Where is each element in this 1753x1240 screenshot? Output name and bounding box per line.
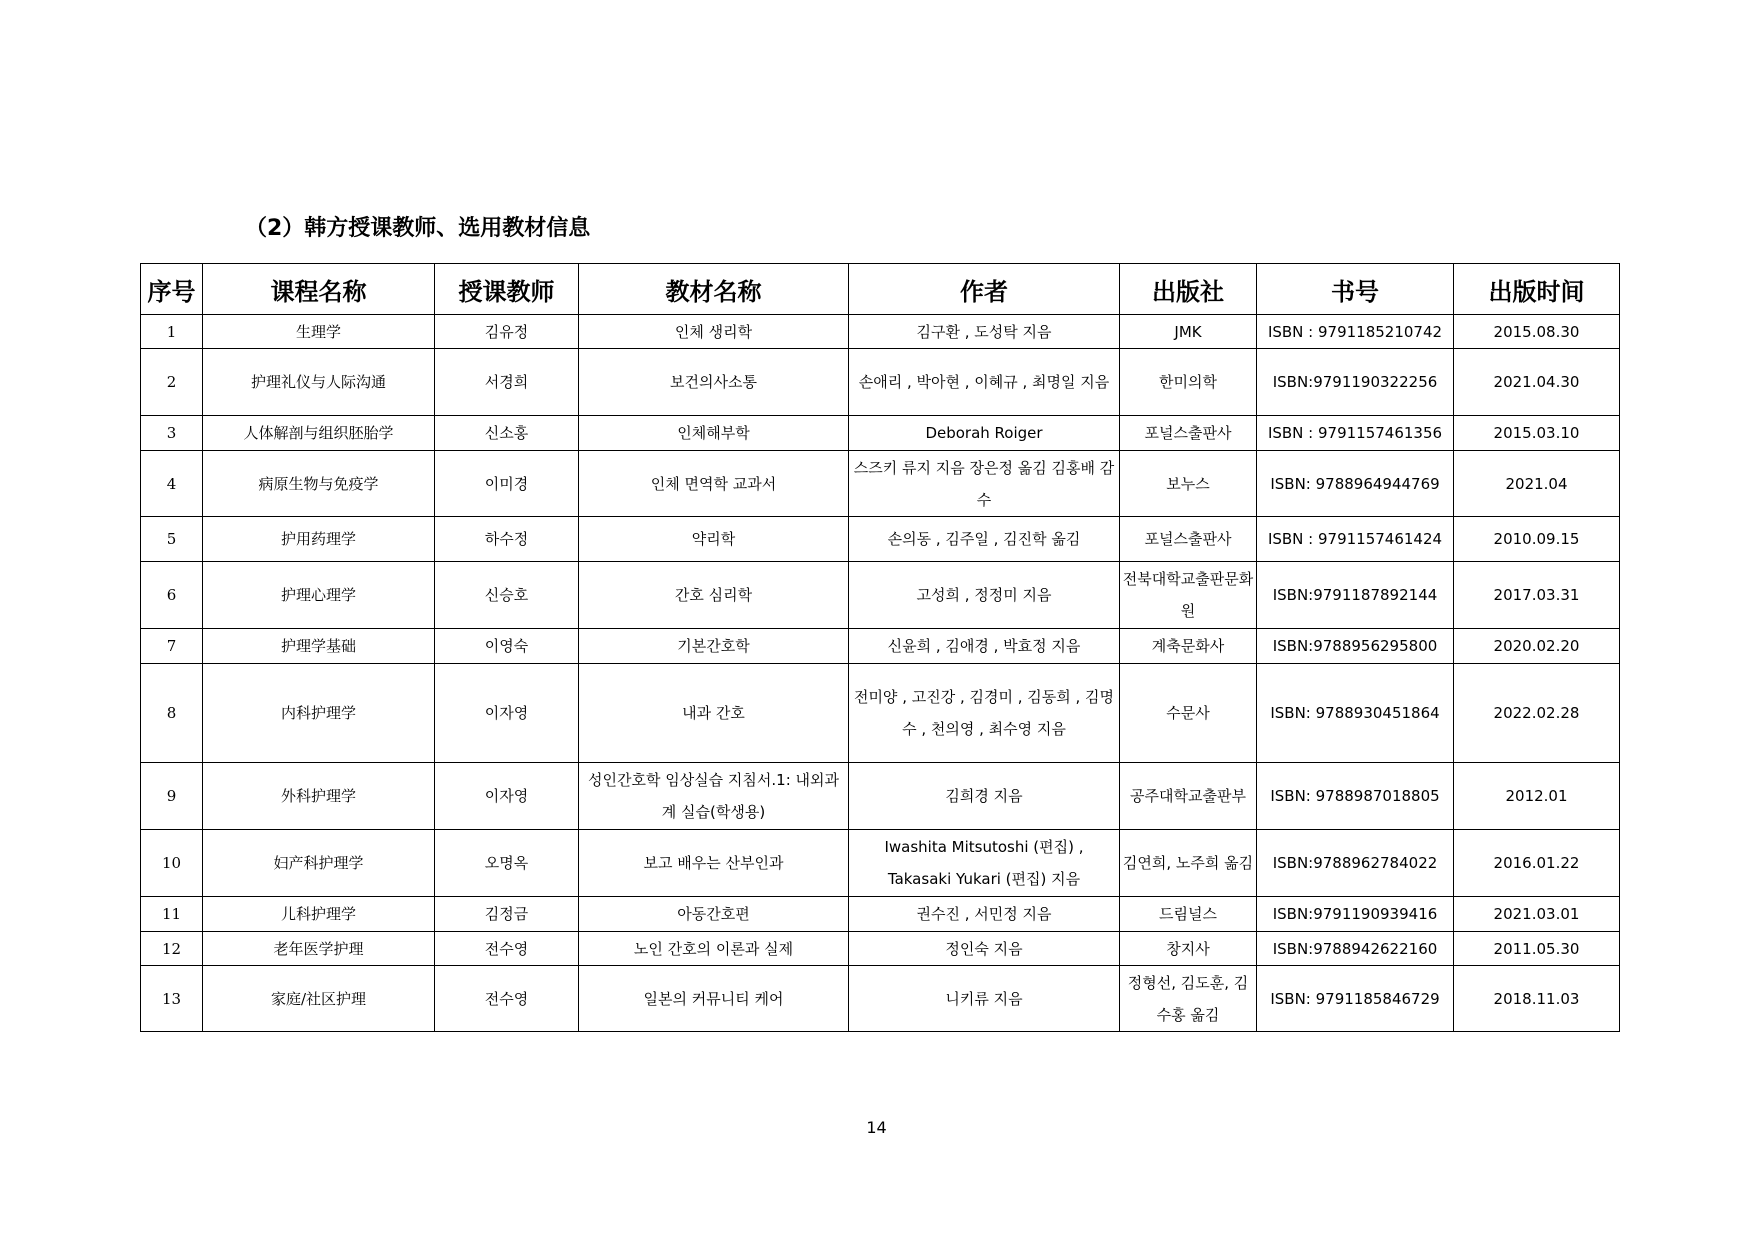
- row-index: 12: [141, 932, 203, 966]
- row-date: 2021.04: [1454, 451, 1620, 517]
- row-course: 护理学基础: [203, 629, 435, 664]
- row-isbn: ISBN:9791190322256: [1257, 349, 1454, 416]
- row-teacher: 이자영: [435, 763, 579, 830]
- row-textbook: 인체 생리학: [579, 315, 849, 349]
- header-teacher: 授课教师: [435, 264, 579, 315]
- section-title: （2）韩方授课教师、选用教材信息: [245, 216, 591, 241]
- row-teacher: 신소홍: [435, 416, 579, 451]
- row-textbook: 내과 간호: [579, 664, 849, 763]
- row-author: Iwashita Mitsutoshi (편집) , Takasaki Yukari (편집) 지음: [849, 830, 1120, 897]
- row-isbn: ISBN:9788942622160: [1257, 932, 1454, 966]
- row-teacher: 전수영: [435, 966, 579, 1032]
- row-index: 3: [141, 416, 203, 451]
- row-publisher: 계축문화사: [1120, 629, 1257, 664]
- table-row: [141, 966, 1620, 1032]
- row-teacher: 전수영: [435, 932, 579, 966]
- row-date: 2010.09.15: [1454, 517, 1620, 562]
- row-course: 内科护理学: [203, 664, 435, 763]
- row-author: 스즈키 류지 지음 장은정 옮김 김홍배 감수: [849, 451, 1120, 517]
- row-date: 2011.05.30: [1454, 932, 1620, 966]
- row-course: 病原生物与免疫学: [203, 451, 435, 517]
- row-date: 2022.02.28: [1454, 664, 1620, 763]
- row-teacher: 이자영: [435, 664, 579, 763]
- row-publisher: 보누스: [1120, 451, 1257, 517]
- table-row: [141, 763, 1620, 830]
- row-date: 2015.08.30: [1454, 315, 1620, 349]
- table-row: [141, 664, 1620, 763]
- table-row: [141, 349, 1620, 416]
- row-index: 9: [141, 763, 203, 830]
- row-author: 정인숙 지음: [849, 932, 1120, 966]
- row-course: 妇产科护理学: [203, 830, 435, 897]
- row-author: Deborah Roiger: [849, 416, 1120, 451]
- row-publisher: 수문사: [1120, 664, 1257, 763]
- row-publisher: 창지사: [1120, 932, 1257, 966]
- row-index: 6: [141, 562, 203, 629]
- row-index: 2: [141, 349, 203, 416]
- row-date: 2016.01.22: [1454, 830, 1620, 897]
- textbook-table: [140, 263, 1620, 1032]
- row-date: 2017.03.31: [1454, 562, 1620, 629]
- row-index: 13: [141, 966, 203, 1032]
- row-teacher: 서경희: [435, 349, 579, 416]
- row-author: 고성희 , 정정미 지음: [849, 562, 1120, 629]
- page-number: 14: [866, 1118, 887, 1137]
- row-textbook: 일본의 커뮤니티 케어: [579, 966, 849, 1032]
- row-course: 生理学: [203, 315, 435, 349]
- row-isbn: ISBN:9791190939416: [1257, 897, 1454, 932]
- row-isbn: ISBN:9788962784022: [1257, 830, 1454, 897]
- row-index: 8: [141, 664, 203, 763]
- row-textbook: 보건의사소통: [579, 349, 849, 416]
- row-isbn: ISBN: 9788930451864: [1257, 664, 1454, 763]
- row-date: 2018.11.03: [1454, 966, 1620, 1032]
- row-isbn: ISBN:9788956295800: [1257, 629, 1454, 664]
- row-course: 护理心理学: [203, 562, 435, 629]
- row-textbook: 성인간호학 임상실습 지침서.1: 내외과계 실습(학생용): [579, 763, 849, 830]
- row-publisher: 한미의학: [1120, 349, 1257, 416]
- table-row: [141, 562, 1620, 629]
- row-date: 2021.03.01: [1454, 897, 1620, 932]
- table-row: [141, 897, 1620, 932]
- table-row: [141, 315, 1620, 349]
- table-row: [141, 629, 1620, 664]
- row-index: 7: [141, 629, 203, 664]
- row-textbook: 노인 간호의 이론과 실제: [579, 932, 849, 966]
- row-textbook: 간호 심리학: [579, 562, 849, 629]
- header-isbn: 书号: [1257, 264, 1454, 315]
- row-index: 1: [141, 315, 203, 349]
- row-textbook: 아동간호편: [579, 897, 849, 932]
- row-index: 10: [141, 830, 203, 897]
- row-publisher: 김연희, 노주희 옮김: [1120, 830, 1257, 897]
- row-teacher: 오명옥: [435, 830, 579, 897]
- row-isbn: ISBN: 9788964944769: [1257, 451, 1454, 517]
- row-teacher: 김유정: [435, 315, 579, 349]
- row-isbn: ISBN:9791187892144: [1257, 562, 1454, 629]
- row-date: 2021.04.30: [1454, 349, 1620, 416]
- row-isbn: ISBN: 9788987018805: [1257, 763, 1454, 830]
- header-course: 课程名称: [203, 264, 435, 315]
- row-publisher: 공주대학교출판부: [1120, 763, 1257, 830]
- row-textbook: 인체해부학: [579, 416, 849, 451]
- header-publisher: 出版社: [1120, 264, 1257, 315]
- row-publisher: 전북대학교출판문화원: [1120, 562, 1257, 629]
- row-isbn: ISBN : 9791185210742: [1257, 315, 1454, 349]
- row-textbook: 기본간호학: [579, 629, 849, 664]
- row-publisher: 드림널스: [1120, 897, 1257, 932]
- row-author: 신윤희 , 김애경 , 박효정 지음: [849, 629, 1120, 664]
- header-textbook: 教材名称: [579, 264, 849, 315]
- row-course: 外科护理学: [203, 763, 435, 830]
- row-author: 김희경 지음: [849, 763, 1120, 830]
- row-index: 5: [141, 517, 203, 562]
- row-textbook: 약리학: [579, 517, 849, 562]
- row-author: 김구환 , 도성탁 지음: [849, 315, 1120, 349]
- row-author: 권수진 , 서민정 지음: [849, 897, 1120, 932]
- row-textbook: 보고 배우는 산부인과: [579, 830, 849, 897]
- row-publisher: 정형선, 김도훈, 김수홍 옮김: [1120, 966, 1257, 1032]
- row-course: 老年医学护理: [203, 932, 435, 966]
- row-author: 니키류 지음: [849, 966, 1120, 1032]
- row-date: 2015.03.10: [1454, 416, 1620, 451]
- row-teacher: 김정금: [435, 897, 579, 932]
- table-row: [141, 932, 1620, 966]
- row-textbook: 인체 면역학 교과서: [579, 451, 849, 517]
- table-header-row: [141, 264, 1620, 315]
- row-index: 11: [141, 897, 203, 932]
- table-row: [141, 517, 1620, 562]
- row-index: 4: [141, 451, 203, 517]
- row-teacher: 하수정: [435, 517, 579, 562]
- row-date: 2012.01: [1454, 763, 1620, 830]
- row-course: 家庭/社区护理: [203, 966, 435, 1032]
- row-course: 护用药理学: [203, 517, 435, 562]
- row-teacher: 신승호: [435, 562, 579, 629]
- row-teacher: 이미경: [435, 451, 579, 517]
- row-isbn: ISBN : 9791157461356: [1257, 416, 1454, 451]
- row-course: 人体解剖与组织胚胎学: [203, 416, 435, 451]
- row-publisher: JMK: [1120, 315, 1257, 349]
- table-row: [141, 830, 1620, 897]
- row-publisher: 포널스출판사: [1120, 517, 1257, 562]
- row-publisher: 포널스출판사: [1120, 416, 1257, 451]
- table-row: [141, 416, 1620, 451]
- row-course: 护理礼仪与人际沟通: [203, 349, 435, 416]
- row-author: 전미양 , 고진강 , 김경미 , 김동희 , 김명수 , 천의영 , 최수영 지음: [849, 664, 1120, 763]
- row-author: 손의동 , 김주일 , 김진학 옮김: [849, 517, 1120, 562]
- table-row: [141, 451, 1620, 517]
- header-author: 作者: [849, 264, 1120, 315]
- row-isbn: ISBN: 9791185846729: [1257, 966, 1454, 1032]
- row-course: 儿科护理学: [203, 897, 435, 932]
- row-author: 손애리 , 박아현 , 이혜규 , 최명일 지음: [849, 349, 1120, 416]
- row-date: 2020.02.20: [1454, 629, 1620, 664]
- header-index: 序号: [141, 264, 203, 315]
- row-isbn: ISBN : 9791157461424: [1257, 517, 1454, 562]
- row-teacher: 이영숙: [435, 629, 579, 664]
- header-date: 出版时间: [1454, 264, 1620, 315]
